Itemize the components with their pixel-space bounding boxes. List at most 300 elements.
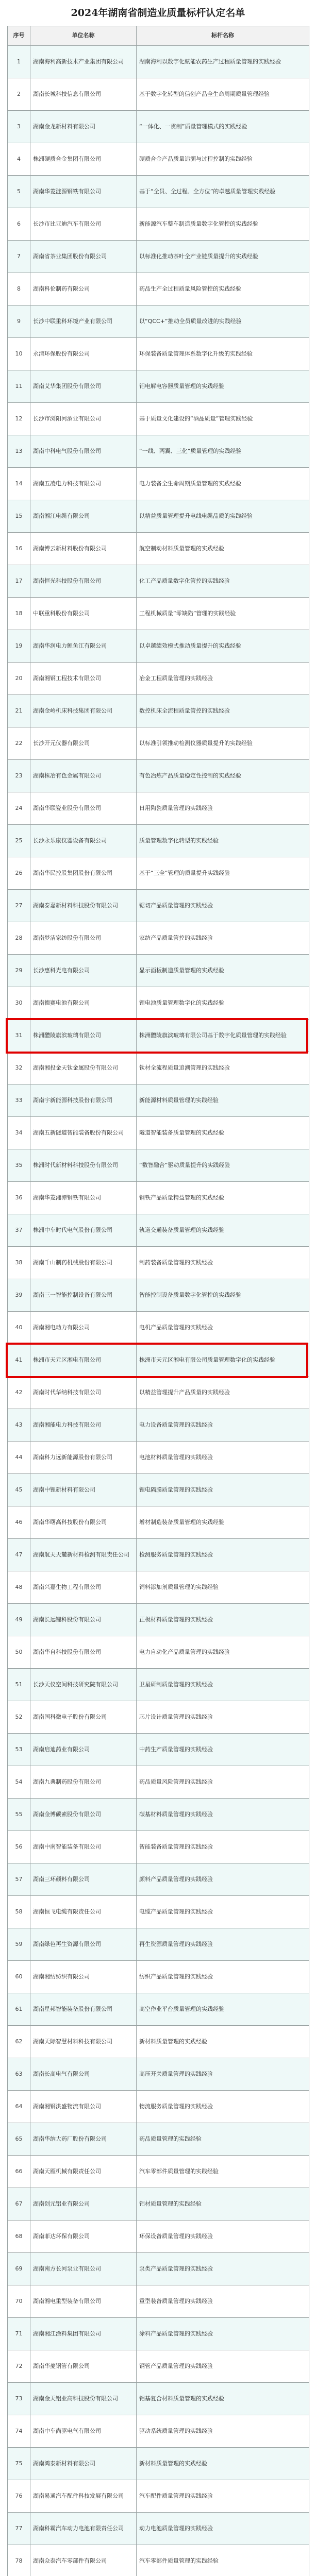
row-benchmark-name: 检测服务质量管理的实践经验 [137, 1539, 309, 1571]
table-row [8, 1149, 309, 1182]
table-row [8, 922, 309, 955]
row-benchmark-name: 电力装备全生命周期质量管理的实践经验 [137, 468, 309, 500]
table-row [8, 176, 309, 208]
row-serial: 60 [8, 1961, 30, 1993]
row-benchmark-name: 中药生产质量管理的实践经验 [137, 1734, 309, 1766]
row-serial: 9 [8, 306, 30, 338]
row-benchmark-name: 物流服务质量管理的实践经验 [137, 2091, 309, 2123]
row-benchmark-name: 正极材料质量管理的实践经验 [137, 1604, 309, 1636]
row-benchmark-name: 钛材全流程质量追溯管理的实践经验 [137, 1052, 309, 1084]
row-unit-name: 湖南华联瓷业股份有限公司 [30, 792, 137, 825]
row-serial: 12 [8, 403, 30, 435]
row-unit-name: 湖南湘纺纺织有限公司 [30, 1961, 137, 1993]
row-benchmark-name: 驱动系统质量管理的实践经验 [137, 2415, 309, 2448]
row-benchmark-name: 环保设备质量管理的实践经验 [137, 2221, 309, 2253]
table-body [8, 46, 309, 2576]
row-benchmark-name: 硬质合金产品质量追溯与过程控制的实践经验 [137, 143, 309, 176]
row-benchmark-name: 再生资源质量管理的实践经验 [137, 1928, 309, 1961]
table-row [8, 2285, 309, 2318]
table-row [8, 2156, 309, 2188]
row-unit-name: 长沙中联重科环境产业有限公司 [30, 306, 137, 338]
row-benchmark-name: 钢铁产品质量精益管理的实践经验 [137, 1182, 309, 1214]
row-benchmark-name: “数智融合”驱动质量提升的实践经验 [137, 1149, 309, 1182]
row-benchmark-name: 动力电池质量管理的实践经验 [137, 2513, 309, 2545]
row-unit-name: 湖南易通汽车配件科技发展有限公司 [30, 2480, 137, 2513]
row-benchmark-name: 电力自动化产品质量管理的实践经验 [137, 1636, 309, 1669]
row-unit-name: 湖南金博碳素股份有限公司 [30, 1799, 137, 1831]
row-serial: 73 [8, 2383, 30, 2415]
row-serial: 70 [8, 2285, 30, 2318]
row-serial: 54 [8, 1766, 30, 1799]
row-serial: 58 [8, 1896, 30, 1928]
row-serial: 29 [8, 955, 30, 987]
table-row [8, 890, 309, 922]
table-row [8, 1020, 309, 1052]
row-benchmark-name: 锂电池质量管理数字化的实践经验 [137, 987, 309, 1020]
row-unit-name: 湖南天际智慧材料科技有限公司 [30, 2026, 137, 2058]
row-serial: 44 [8, 1442, 30, 1474]
row-benchmark-name: 基于“全员、全过程、全方位”的卓越质量管理实践经验 [137, 176, 309, 208]
row-benchmark-name: 基于质量文化建设的“酒品质量”管理实践经验 [137, 403, 309, 435]
row-unit-name: 长沙市比亚迪汽车有限公司 [30, 208, 137, 241]
row-benchmark-name: 以标准引领推动检测仪器质量提升的实践经验 [137, 727, 309, 760]
table-header-row [8, 26, 309, 46]
row-serial: 30 [8, 987, 30, 1020]
row-benchmark-name: 工程机械质量“零缺陷”管理的实践经验 [137, 598, 309, 630]
table-row [8, 1604, 309, 1636]
row-benchmark-name: 锂电隔膜质量管理的实践经验 [137, 1474, 309, 1506]
row-unit-name: 湖南湘投金天钛金属股份有限公司 [30, 1052, 137, 1084]
row-unit-name: 株洲中车时代电气股份有限公司 [30, 1214, 137, 1247]
row-benchmark-name: 药品质量管理的实践经验 [137, 2123, 309, 2156]
table-row [8, 241, 309, 273]
row-unit-name: 湖南博云新材料股份有限公司 [30, 533, 137, 565]
table-row [8, 2545, 309, 2576]
row-benchmark-name: 高压开关质量管理的实践经验 [137, 2058, 309, 2091]
table-row [8, 955, 309, 987]
row-benchmark-name: 新能源材料质量管理的实践经验 [137, 1084, 309, 1117]
row-benchmark-name: 电缆产品质量管理的实践经验 [137, 1896, 309, 1928]
row-unit-name: 湖南艾华集团股份有限公司 [30, 370, 137, 403]
row-serial: 26 [8, 857, 30, 890]
row-serial: 67 [8, 2188, 30, 2221]
row-unit-name: 湖南湘电动力有限公司 [30, 1312, 137, 1344]
row-serial: 74 [8, 2415, 30, 2448]
row-serial: 68 [8, 2221, 30, 2253]
row-serial: 28 [8, 922, 30, 955]
row-serial: 76 [8, 2480, 30, 2513]
row-unit-name: 湖南恒光科技股份有限公司 [30, 565, 137, 598]
row-unit-name: 湖南长远锂科股份有限公司 [30, 1604, 137, 1636]
header-benchmark-name: 标杆名称 [137, 26, 309, 46]
row-benchmark-name: 颜料产品质量管理的实践经验 [137, 1863, 309, 1896]
row-serial: 24 [8, 792, 30, 825]
row-unit-name: 长沙永乐康仪器设备有限公司 [30, 825, 137, 857]
row-benchmark-name: 高空作业平台质量管理的实践经验 [137, 1993, 309, 2026]
row-serial: 22 [8, 727, 30, 760]
table-row [8, 1279, 309, 1312]
table-row [8, 370, 309, 403]
row-serial: 19 [8, 630, 30, 663]
row-benchmark-name: 株洲醴陵旗滨玻璃有限公司基于数字化质量管理的实践经验 [137, 1020, 309, 1052]
row-serial: 21 [8, 695, 30, 727]
row-unit-name: 湖南华民控股集团股份有限公司 [30, 857, 137, 890]
row-benchmark-name: 铝基复合材料质量管理的实践经验 [137, 2383, 309, 2415]
row-unit-name: 湖南湘江电缆有限公司 [30, 500, 137, 533]
row-serial: 35 [8, 1149, 30, 1182]
row-unit-name: 湖南五新隧道智能装备股份有限公司 [30, 1117, 137, 1149]
row-serial: 27 [8, 890, 30, 922]
row-serial: 66 [8, 2156, 30, 2188]
row-unit-name: 湖南金岭机床科技集团有限公司 [30, 695, 137, 727]
row-unit-name: 中联重科股份有限公司 [30, 598, 137, 630]
row-unit-name: 湖南金天铝业高科技股份有限公司 [30, 2383, 137, 2415]
row-unit-name: 湖南华纳大药厂股份有限公司 [30, 2123, 137, 2156]
row-unit-name: 湖南兴嘉生物工程有限公司 [30, 1571, 137, 1604]
document-title: 2024年湖南省制造业质量标杆认定名单 [71, 7, 245, 19]
header-unit-name: 单位名称 [30, 26, 137, 46]
row-serial: 14 [8, 468, 30, 500]
row-serial: 17 [8, 565, 30, 598]
table-row [8, 468, 309, 500]
row-serial: 1 [8, 46, 30, 78]
row-unit-name: 株洲市天元区湘电有限公司 [30, 1344, 137, 1377]
table-row [8, 1474, 309, 1506]
row-unit-name: 湖南华菱湘潭钢铁有限公司 [30, 1182, 137, 1214]
row-benchmark-name: 冶金工程质量管理的实践经验 [137, 663, 309, 695]
row-serial: 53 [8, 1734, 30, 1766]
table-row [8, 1409, 309, 1442]
row-serial: 41 [8, 1344, 30, 1377]
row-benchmark-name: 电机产品质量管理的实践经验 [137, 1312, 309, 1344]
table-row [8, 760, 309, 792]
row-serial: 47 [8, 1539, 30, 1571]
row-serial: 52 [8, 1701, 30, 1734]
row-unit-name: 湖南中车尚驱电气有限公司 [30, 2415, 137, 2448]
table-row [8, 1247, 309, 1279]
row-serial: 6 [8, 208, 30, 241]
row-benchmark-name: 湖南海利以数字化赋能农药生产过程质量管理的实践经验 [137, 46, 309, 78]
row-benchmark-name: 新材料质量管理的实践经验 [137, 2026, 309, 2058]
row-unit-name: 湖南华菱涟源钢铁有限公司 [30, 176, 137, 208]
row-benchmark-name: 铝材质量管理的实践经验 [137, 2188, 309, 2221]
row-benchmark-name: “一线、两翼、三化”质量管理的实践经验 [137, 435, 309, 468]
row-benchmark-name: 显示面板制造质量管理的实践经验 [137, 955, 309, 987]
row-benchmark-name: 轨道交通装备质量管理的实践经验 [137, 1214, 309, 1247]
row-unit-name: 湖南湘能电力科技有限公司 [30, 1409, 137, 1442]
row-unit-name: 湖南德赛电池有限公司 [30, 987, 137, 1020]
row-serial: 77 [8, 2513, 30, 2545]
row-serial: 62 [8, 2026, 30, 2058]
table-row [8, 208, 309, 241]
row-serial: 42 [8, 1377, 30, 1409]
row-serial: 39 [8, 1279, 30, 1312]
row-serial: 38 [8, 1247, 30, 1279]
row-serial: 40 [8, 1312, 30, 1344]
row-serial: 7 [8, 241, 30, 273]
row-benchmark-name: 以标准化推动茶叶全产业链质量提升的实践经验 [137, 241, 309, 273]
table-row [8, 1701, 309, 1734]
row-benchmark-name: 日用陶瓷质量管理的实践经验 [137, 792, 309, 825]
row-benchmark-name: 电池材料质量管理的实践经验 [137, 1442, 309, 1474]
table-row [8, 2383, 309, 2415]
row-benchmark-name: 质量管理数字化转型的实践经验 [137, 825, 309, 857]
row-benchmark-name: 智能装备质量管理的实践经验 [137, 1831, 309, 1863]
table-row [8, 2058, 309, 2091]
row-unit-name: 湖南华曙高科技股份有限公司 [30, 1506, 137, 1539]
row-unit-name: 湖南金龙新材料有限公司 [30, 111, 137, 143]
row-unit-name: 湖南鸿泰新材料有限公司 [30, 2448, 137, 2480]
row-serial: 49 [8, 1604, 30, 1636]
row-unit-name: 湖南长高电气有限公司 [30, 2058, 137, 2091]
row-unit-name: 湖南省茶业集团股份有限公司 [30, 241, 137, 273]
row-benchmark-name: 以卓越绩效模式推动质量提升的实践经验 [137, 630, 309, 663]
row-serial: 11 [8, 370, 30, 403]
row-unit-name: 湖南科力远新能源股份有限公司 [30, 1442, 137, 1474]
table-row [8, 403, 309, 435]
row-unit-name: 长沙惠科光电有限公司 [30, 955, 137, 987]
table-row [8, 2123, 309, 2156]
row-unit-name: 湖南株冶有色金属有限公司 [30, 760, 137, 792]
table-row [8, 500, 309, 533]
row-unit-name: 湖南五凌电力科技有限公司 [30, 468, 137, 500]
row-serial: 33 [8, 1084, 30, 1117]
table-row [8, 825, 309, 857]
table-row [8, 2221, 309, 2253]
table-row [8, 2026, 309, 2058]
roster-table [7, 26, 309, 2576]
row-unit-name: 长沙天仪空间科技研究院有限公司 [30, 1669, 137, 1701]
table-row [8, 1344, 309, 1377]
table-row [8, 695, 309, 727]
row-benchmark-name: 钢管产品质量管理的实践经验 [137, 2350, 309, 2383]
row-serial: 65 [8, 2123, 30, 2156]
row-benchmark-name: 重型装备质量管理的实践经验 [137, 2285, 309, 2318]
row-benchmark-name: 新材料质量管理的实践经验 [137, 2448, 309, 2480]
row-benchmark-name: 铝电解电容器质量管理的实践经验 [137, 370, 309, 403]
row-benchmark-name: 株洲市天元区湘电有限公司质量管理数字化的实践经验 [137, 1344, 309, 1377]
row-unit-name: 湖南梦洁家纺股份有限公司 [30, 922, 137, 955]
row-unit-name: 株洲硬质合金集团有限公司 [30, 143, 137, 176]
row-unit-name: 湖南启迪药业有限公司 [30, 1734, 137, 1766]
table-row [8, 1766, 309, 1799]
table-row [8, 2188, 309, 2221]
row-serial: 71 [8, 2318, 30, 2350]
row-benchmark-name: 纺织产品质量管理的实践经验 [137, 1961, 309, 1993]
row-serial: 13 [8, 435, 30, 468]
table-row [8, 1669, 309, 1701]
table-row [8, 857, 309, 890]
row-benchmark-name: 泵类产品质量管理的实践经验 [137, 2253, 309, 2285]
table-row [8, 273, 309, 306]
row-serial: 57 [8, 1863, 30, 1896]
row-unit-name: 湖南时代华纳科技有限公司 [30, 1377, 137, 1409]
table-row [8, 435, 309, 468]
table-row [8, 663, 309, 695]
table-row [8, 1734, 309, 1766]
row-serial: 25 [8, 825, 30, 857]
row-benchmark-name: 汽车零部件质量管理的实践经验 [137, 2545, 309, 2576]
table-row [8, 1863, 309, 1896]
row-benchmark-name: 以精益质量管理提升电线电缆品质的实践经验 [137, 500, 309, 533]
row-serial: 23 [8, 760, 30, 792]
table-row [8, 2415, 309, 2448]
row-benchmark-name: 饲料添加剂质量管理的实践经验 [137, 1571, 309, 1604]
table-row [8, 1312, 309, 1344]
row-unit-name: 湖南湘电重型装备有限公司 [30, 2285, 137, 2318]
row-serial: 10 [8, 338, 30, 370]
row-unit-name: 湖南国科微电子股份有限公司 [30, 1701, 137, 1734]
row-benchmark-name: 药品生产全过程质量风险管控的实践经验 [137, 273, 309, 306]
row-unit-name: 湖南三一智能控制设备有限公司 [30, 1279, 137, 1312]
row-serial: 61 [8, 1993, 30, 2026]
row-unit-name: 湖南中南智能装备有限公司 [30, 1831, 137, 1863]
table-row [8, 338, 309, 370]
row-benchmark-name: 涂料产品质量管理的实践经验 [137, 2318, 309, 2350]
table-row [8, 987, 309, 1020]
row-benchmark-name: 碳基材料质量管理的实践经验 [137, 1799, 309, 1831]
row-unit-name: 湖南创元铝业有限公司 [30, 2188, 137, 2221]
row-unit-name: 湖南绿色再生资源有限公司 [30, 1928, 137, 1961]
row-unit-name: 永清环保股份有限公司 [30, 338, 137, 370]
row-unit-name: 湖南中锂新材料有限公司 [30, 1474, 137, 1506]
row-unit-name: 湖南恒飞电缆有限责任公司 [30, 1896, 137, 1928]
row-benchmark-name: 基于数字化转型的信创产品全生命周期质量管理经验 [137, 78, 309, 111]
row-serial: 50 [8, 1636, 30, 1669]
row-benchmark-name: 卫星研制质量管理的实践经验 [137, 1669, 309, 1701]
row-unit-name: 湖南航天天麓新材料检测有限责任公司 [30, 1539, 137, 1571]
row-unit-name: 株洲时代新材料科技股份有限公司 [30, 1149, 137, 1182]
table-row [8, 1928, 309, 1961]
table-row [8, 2091, 309, 2123]
row-serial: 34 [8, 1117, 30, 1149]
table-row [8, 1636, 309, 1669]
table-row [8, 143, 309, 176]
row-unit-name: 湖南华润电力鲤鱼江有限公司 [30, 630, 137, 663]
table-row [8, 598, 309, 630]
row-unit-name: 湖南科伦制药有限公司 [30, 273, 137, 306]
row-unit-name: 湖南九典制药股份有限公司 [30, 1766, 137, 1799]
table-row [8, 1214, 309, 1247]
row-benchmark-name: 药品质量风险管理的实践经验 [137, 1766, 309, 1799]
table-row [8, 565, 309, 598]
table-row [8, 1117, 309, 1149]
row-serial: 16 [8, 533, 30, 565]
row-benchmark-name: 航空制动材料质量管理的实践经验 [137, 533, 309, 565]
row-serial: 5 [8, 176, 30, 208]
table-row [8, 792, 309, 825]
table-row [8, 1831, 309, 1863]
row-serial: 20 [8, 663, 30, 695]
header-serial: 序号 [8, 26, 30, 46]
row-benchmark-name: 数控机床全流程质量管控的实践经验 [137, 695, 309, 727]
row-serial: 4 [8, 143, 30, 176]
table-row [8, 1506, 309, 1539]
table-row [8, 1539, 309, 1571]
row-unit-name: 湖南湘钢工程技术有限公司 [30, 663, 137, 695]
row-benchmark-name: 汽车零部件质量管理的实践经验 [137, 2156, 309, 2188]
table-row [8, 46, 309, 78]
table-row [8, 2513, 309, 2545]
table-row [8, 1052, 309, 1084]
table-row [8, 1377, 309, 1409]
row-unit-name: 湖南天雁机械有限责任公司 [30, 2156, 137, 2188]
row-serial: 37 [8, 1214, 30, 1247]
table-row [8, 1993, 309, 2026]
row-serial: 72 [8, 2350, 30, 2383]
row-serial: 59 [8, 1928, 30, 1961]
row-serial: 51 [8, 1669, 30, 1701]
row-unit-name: 湖南科霸汽车动力电池有限责任公司 [30, 2513, 137, 2545]
row-serial: 55 [8, 1799, 30, 1831]
row-serial: 32 [8, 1052, 30, 1084]
row-benchmark-name: 电力设备质量管理的实践经验 [137, 1409, 309, 1442]
table-row [8, 2350, 309, 2383]
table-row [8, 1896, 309, 1928]
row-serial: 3 [8, 111, 30, 143]
row-unit-name: 湖南湘江涂料集团有限公司 [30, 2318, 137, 2350]
row-unit-name: 湖南湘钢洪盛物流有限公司 [30, 2091, 137, 2123]
row-unit-name: 株洲醴陵旗滨玻璃有限公司 [30, 1020, 137, 1052]
row-serial: 36 [8, 1182, 30, 1214]
row-benchmark-name: 制药装备质量管理的实践经验 [137, 1247, 309, 1279]
row-serial: 45 [8, 1474, 30, 1506]
row-serial: 78 [8, 2545, 30, 2576]
row-serial: 46 [8, 1506, 30, 1539]
row-unit-name: 长沙开元仪器有限公司 [30, 727, 137, 760]
row-benchmark-name: 增材制造装备质量管理的实践经验 [137, 1506, 309, 1539]
row-unit-name: 湖南海利高新技术产业集团有限公司 [30, 46, 137, 78]
table-row [8, 2480, 309, 2513]
row-benchmark-name: 以“QCC+”推动全员质量改进的实践经验 [137, 306, 309, 338]
table-row [8, 533, 309, 565]
row-benchmark-name: 有色冶炼产品质量稳定性控制的实践经验 [137, 760, 309, 792]
row-benchmark-name: “一体化、一贯制”质量管理模式的实践经验 [137, 111, 309, 143]
row-serial: 18 [8, 598, 30, 630]
table-row [8, 111, 309, 143]
row-benchmark-name: 以精益管理提升产品质量的实践经验 [137, 1377, 309, 1409]
row-unit-name: 湖南宇新能源科技股份有限公司 [30, 1084, 137, 1117]
row-serial: 2 [8, 78, 30, 111]
row-unit-name: 湖南南方长河泵业有限公司 [30, 2253, 137, 2285]
row-benchmark-name: 化工产品质量数字化管控的实践经验 [137, 565, 309, 598]
row-unit-name: 湖南泰嘉新材料科技股份有限公司 [30, 890, 137, 922]
table-row [8, 1182, 309, 1214]
row-unit-name: 湖南华自科技股份有限公司 [30, 1636, 137, 1669]
table-row [8, 630, 309, 663]
table-row [8, 306, 309, 338]
table-row [8, 2253, 309, 2285]
row-serial: 15 [8, 500, 30, 533]
row-serial: 63 [8, 2058, 30, 2091]
row-serial: 56 [8, 1831, 30, 1863]
row-unit-name: 长沙市浏阳河酒业有限公司 [30, 403, 137, 435]
row-benchmark-name: 汽车配件质量管理的实践经验 [137, 2480, 309, 2513]
row-benchmark-name: 智能控制设备质量数字化管控的实践经验 [137, 1279, 309, 1312]
row-serial: 69 [8, 2253, 30, 2285]
table-row [8, 1961, 309, 1993]
table-row [8, 78, 309, 111]
table-row [8, 2448, 309, 2480]
row-serial: 75 [8, 2448, 30, 2480]
row-benchmark-name: 环保装备质量管理体系数字化升级的实践经验 [137, 338, 309, 370]
row-benchmark-name: 新能源汽车整车制造质量数字化管控的实践经验 [137, 208, 309, 241]
row-unit-name: 湖南长城科技信息有限公司 [30, 78, 137, 111]
row-benchmark-name: 基于“三全”管理的质量提升实践经验 [137, 857, 309, 890]
row-benchmark-name: 隧道智能装备质量管理的实践经验 [137, 1117, 309, 1149]
row-serial: 64 [8, 2091, 30, 2123]
row-benchmark-name: 家纺产品质量管控的实践经验 [137, 922, 309, 955]
